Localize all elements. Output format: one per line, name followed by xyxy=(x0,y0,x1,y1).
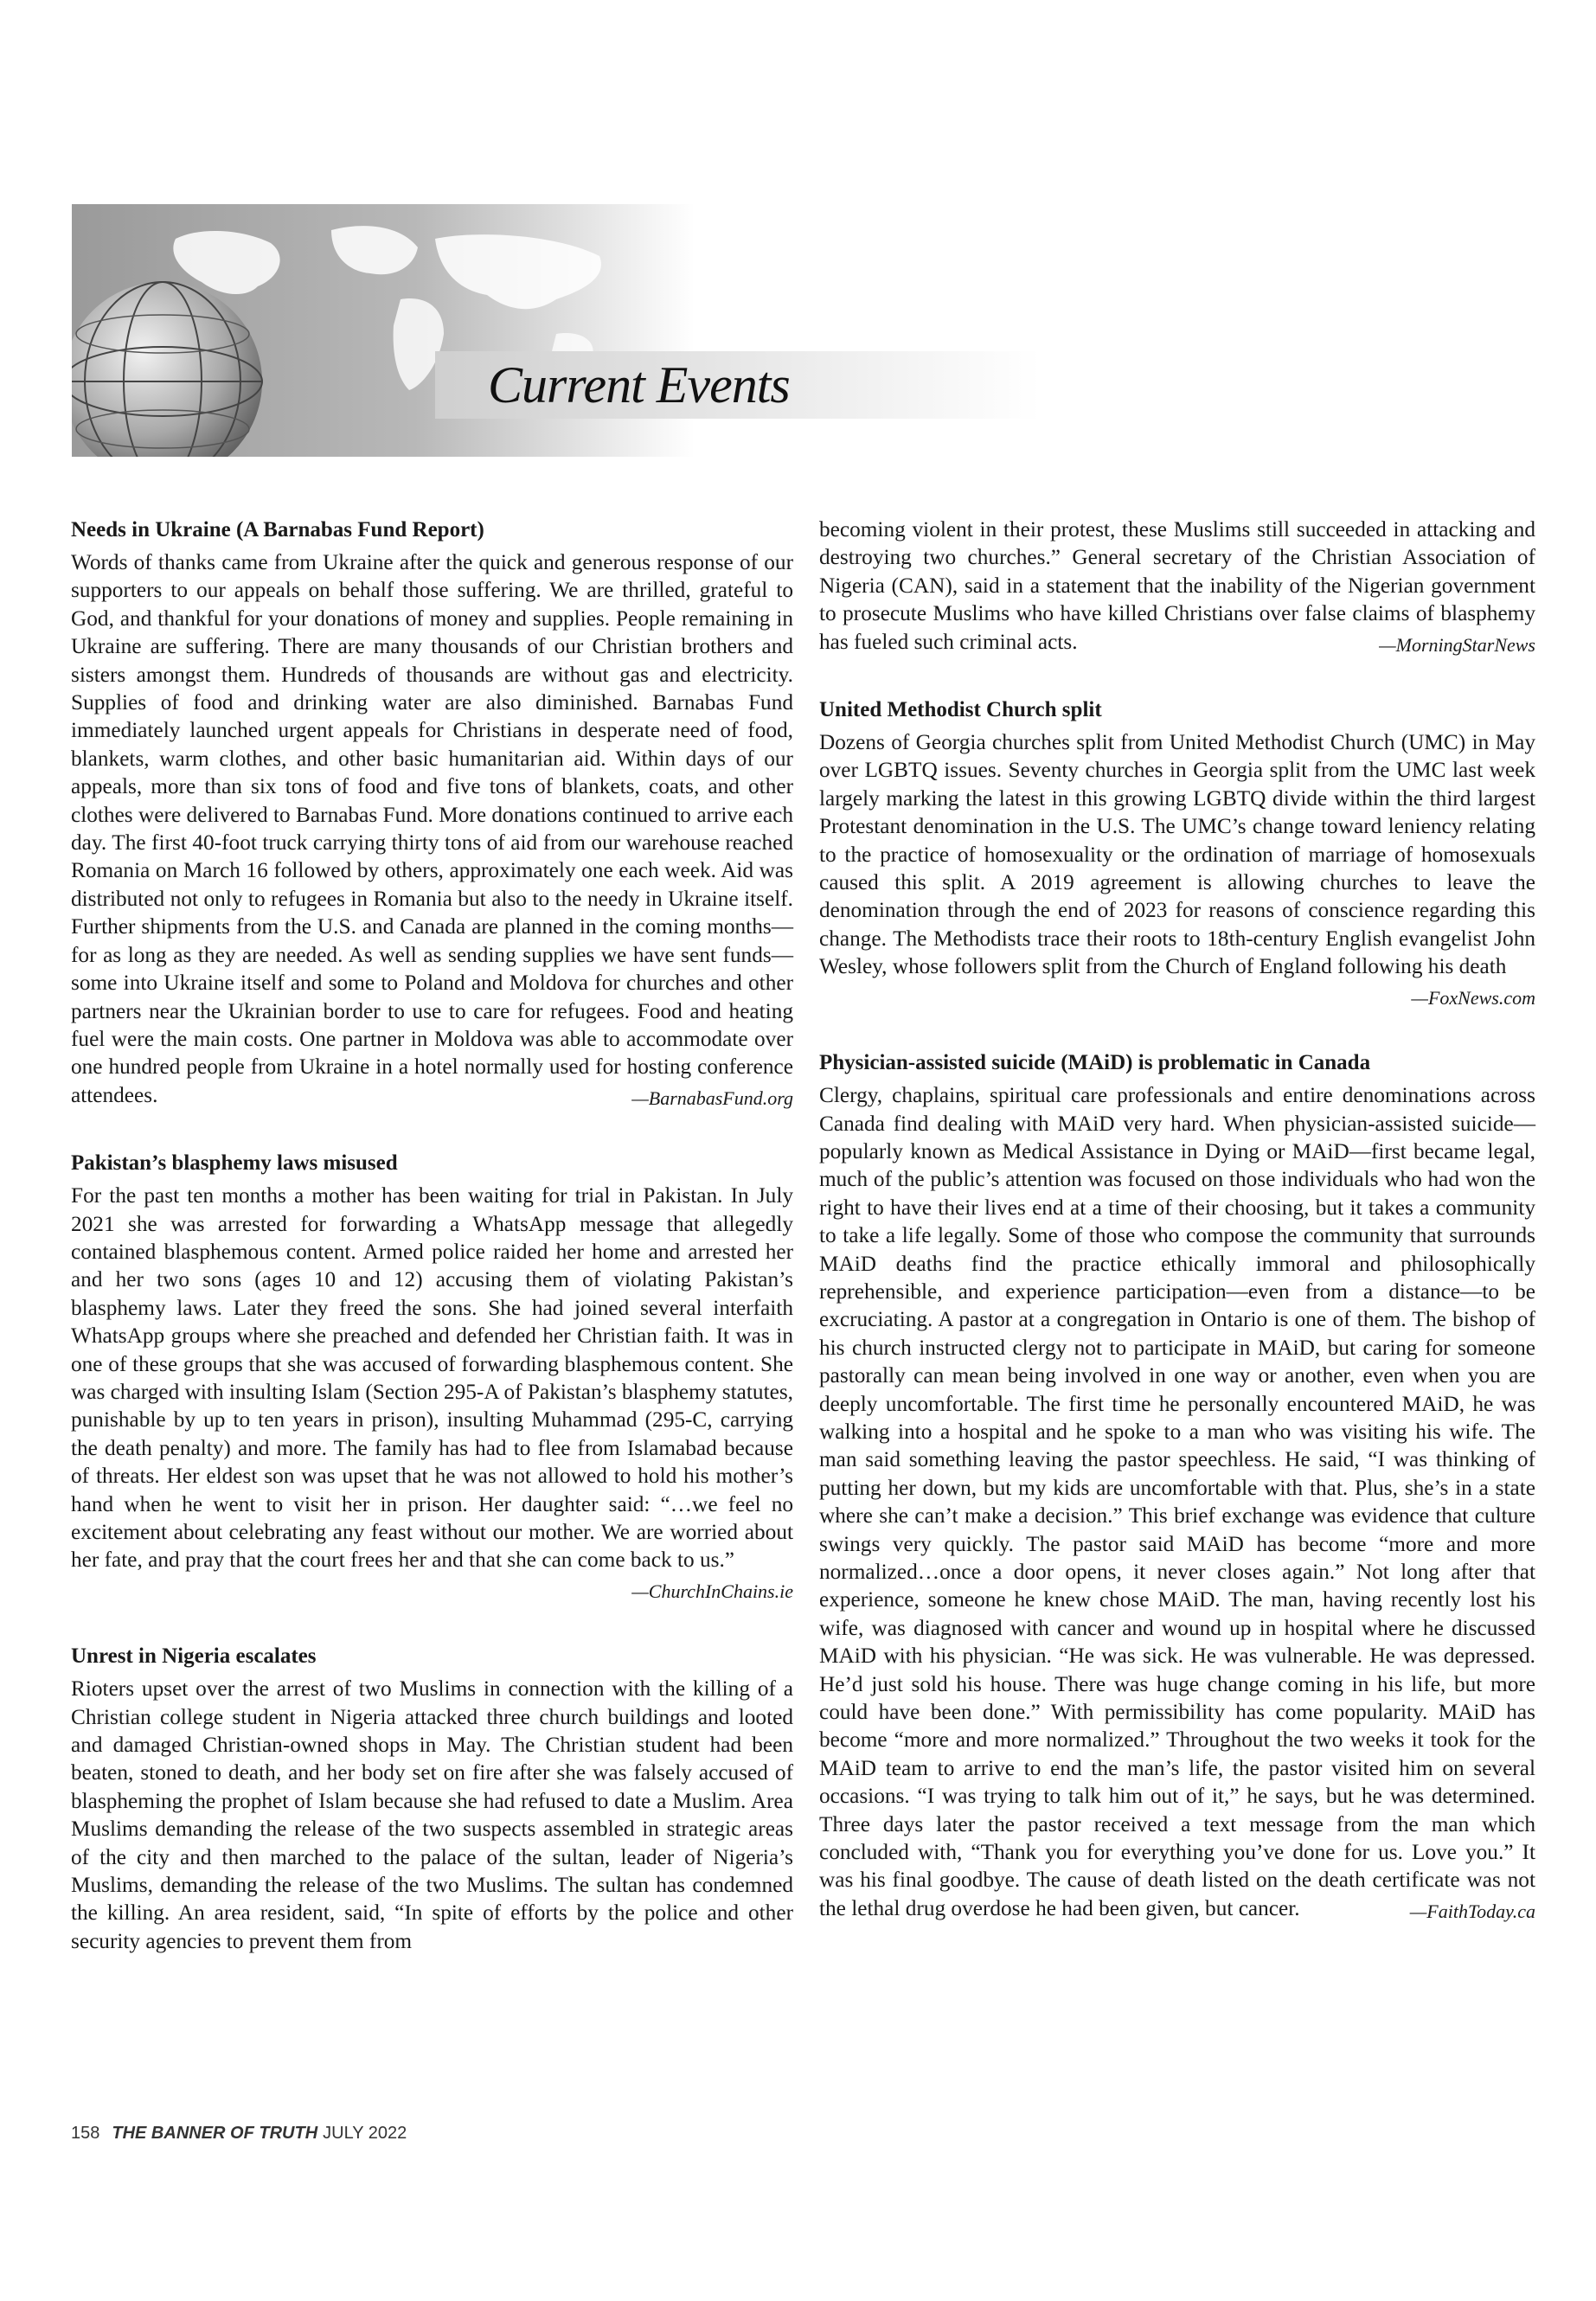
article-body: becoming violent in their protest, these Muslims still succeeded in attacking and destroying two churches.” General secretary of the Christian Association of Nigeria (CAN), said in a statement that the inability of the Nigerian government to prosecute Muslims who have killed Christians over false claims of blasphemy has fueled such criminal acts. —MorningStarNews xyxy=(819,516,1535,656)
article-title: Unrest in Nigeria escalates xyxy=(71,1644,317,1669)
world-map-globe-image xyxy=(72,204,1041,457)
article-title: Pakistan’s blasphemy laws misused xyxy=(71,1151,398,1176)
article-pakistan xyxy=(71,1149,793,1606)
article-ukraine xyxy=(71,516,793,1112)
article-body: For the past ten months a mother has been waiting for trial in Pakistan. In July 2021 she was arrested for forwarding a WhatsApp message that allegedly contained blasphemous content. Armed police raided her home and arrested her and her two sons (ages 10 and 12) accusing them of violating Pakistan’s blasphemy laws. Later they freed the sons. She had joined several interfaith WhatsApp groups where she preached and defended her Christian faith. It was in one of these groups that she was accused of forwarding blasphemous content. She was charged with insulting Islam (Section 295-A of Pakistan’s blasphemy statutes, punishable by up to ten years in prison), insulting Muhammad (295-C, carrying the death penalty) and more. The family has had to flee from Islamabad because of threats. Her eldest son was upset that he was not allowed to hold his mother’s hand when he went to visit her in prison. Her daughter said: “…we feel no excitement about celebrating any feast without our mother. We are worried about her fate, and pray that the court frees her and that she can come back to us.” —ChurchInChains.ie xyxy=(71,1182,793,1574)
article-source: —ChurchInChains.ie xyxy=(631,1580,793,1602)
article-maid xyxy=(819,1048,1535,1926)
page-number: 158 xyxy=(71,2124,100,2143)
article-source: —MorningStarNews xyxy=(1379,633,1535,656)
section-title: Current Events xyxy=(488,356,790,413)
left-column xyxy=(71,516,793,1991)
article-source: —BarnabasFund.org xyxy=(631,1086,793,1109)
page-footer xyxy=(71,2124,407,2144)
article-methodist xyxy=(819,695,1535,1012)
right-column xyxy=(819,516,1535,1962)
article-title: Physician-assisted suicide (MAiD) is problematic in Canada xyxy=(819,1051,1371,1075)
article-nigeria xyxy=(71,1642,793,1955)
article-body: Dozens of Georgia churches split from United Methodist Church (UMC) in May over LGBTQ issues. Seventy churches in Georgia split from the UMC last week largely marking the latest in this growing LGBTQ divide within the third largest Protestant denomination in the U.S. The UMC’s change toward leniency relating to the practice of homosexuality or the ordination of marriage of homosexuals caused this split. A 2019 agreement is allowing churches to leave the denomination through the end of 2023 for reasons of conscience regarding this change. The Methodists trace their roots to 18th-century English evangelist John Wesley, whose followers split from the Church of England following his death —FoxNews.com xyxy=(819,728,1535,981)
article-body: Rioters upset over the arrest of two Muslims in connection with the killing of a Christian college student in Nigeria attacked three church buildings and looted and damaged Christian-owned shops in May. The Christian student had been beaten, stoned to death, and her body set on fire after she was falsely accused of blaspheming the prophet of Islam because she had refused to date a Muslim. Area Muslims demanding the release of the two suspects assembled in strategic areas of the city and then marched to the palace of the sultan, leader of Nigeria’s Muslims, demanding the release of the two Muslims. The sultan has condemned the killing. An area resident, said, “In spite of efforts by the police and other security agencies to prevent them from xyxy=(71,1676,793,1953)
section-banner xyxy=(72,204,1041,457)
article-title: United Methodist Church split xyxy=(819,698,1102,722)
article-title: Needs in Ukraine (A Barnabas Fund Report) xyxy=(71,518,484,542)
article-source: —FaithToday.ca xyxy=(1409,1900,1535,1922)
article-source: —FoxNews.com xyxy=(1411,986,1535,1009)
publication-name: THE BANNER OF TRUTH xyxy=(112,2124,318,2143)
issue-date: JULY 2022 xyxy=(323,2124,407,2143)
article-body: Clergy, chaplains, spiritual care professionals and entire denominations across Canada find dealing with MAiD very hard. When physician-assisted suicide—popularly known as Medical Assistance in Dying or MAiD—first became legal, much of the public’s attention was focused on those individuals who had won the right to have their lives end at a time of their choosing, but it takes a community to take a life legally. Some of those who compose the community that surrounds MAiD deaths find the practice ethically immoral and philosophically reprehensible, and experience participation—even from a distance—to be excruciating. A pastor at a congregation in Ontario is one of them. The bishop of his church instructed clergy not to participate in MAiD, but caring for someone pastorally can mean being involved in one way or another, even when you are deeply uncomfortable. The first time he personally encountered MAiD, he was walking into a hospital and he spoke to a man who was visiting his wife. The man said something leaving the pastor speechless. He said, “I was thinking of putting her down, but my kids are uncomfortable with that. Plus, she’s in a state where she can’t make a decision.” This brief exchange was evidence that culture swings very quickly. The pastor said MAiD has become “more and more normalized…once a door opens, it never closes again.” Not long after that experience, someone he knew chose MAiD. The man, having recently lost his wife, was diagnosed with cancer and wound up in hospital where he discussed MAiD with his physician. “He was sick. He was vulnerable. He was depressed. He’d just sold his house. There was huge change coming in his life, but more could have been done.” With permissibility has come popularity. MAiD has become “more and more normalized.” Throughout the two weeks it took for the MAiD team to arrive to end the man’s life, the pastor visited him on several occasions. “I was trying to talk him out of it,” he says, but he was determined. Three days later the pastor received a text message from the man which concluded with, “Thank you for everything you’ve done for us. Love you.” It was his final goodbye. The cause of death listed on the death certificate was not the lethal drug overdose he had been given, but cancer. —FaithToday.ca xyxy=(819,1081,1535,1922)
article-body: Words of thanks came from Ukraine after the quick and generous response of our supporters to our appeals on behalf those suffering. We are thrilled, grateful to God, and thankful for your donations of money and supplies. People remaining in Ukraine are suffering. There are many thousands of our Christian brothers and sisters amongst them. Hundreds of thousands are without gas and electricity. Supplies of food and drinking water are also diminished. Barnabas Fund immediately launched urgent appeals for Christians in desperate need of food, blankets, warm clothes, and other basic humanitarian aid. Within days of our appeals, more than six tons of food and five tons of blankets, coats, and other clothes were delivered to Barnabas Fund. More donations continued to arrive each day. The first 40-foot truck carrying thirty tons of aid from our warehouse reached Romania on March 16 followed by others, approximately one each week. Aid was distributed not only to refugees in Romania but also to the needy in Ukraine itself. Further shipments from the U.S. and Canada are planned in the coming months—for as long as they are needed. As well as sending supplies we have sent funds—some into Ukraine itself and some to Poland and Moldova for churches and other partners near the Ukrainian border to use to care for refugees. Food and heating fuel were the main costs. One partner in Moldova was able to accommodate over one hundred people from Ukraine in a hotel normally used for hosting conference attendees. —BarnabasFund.org xyxy=(71,548,793,1109)
article-nigeria-continued xyxy=(819,516,1535,659)
